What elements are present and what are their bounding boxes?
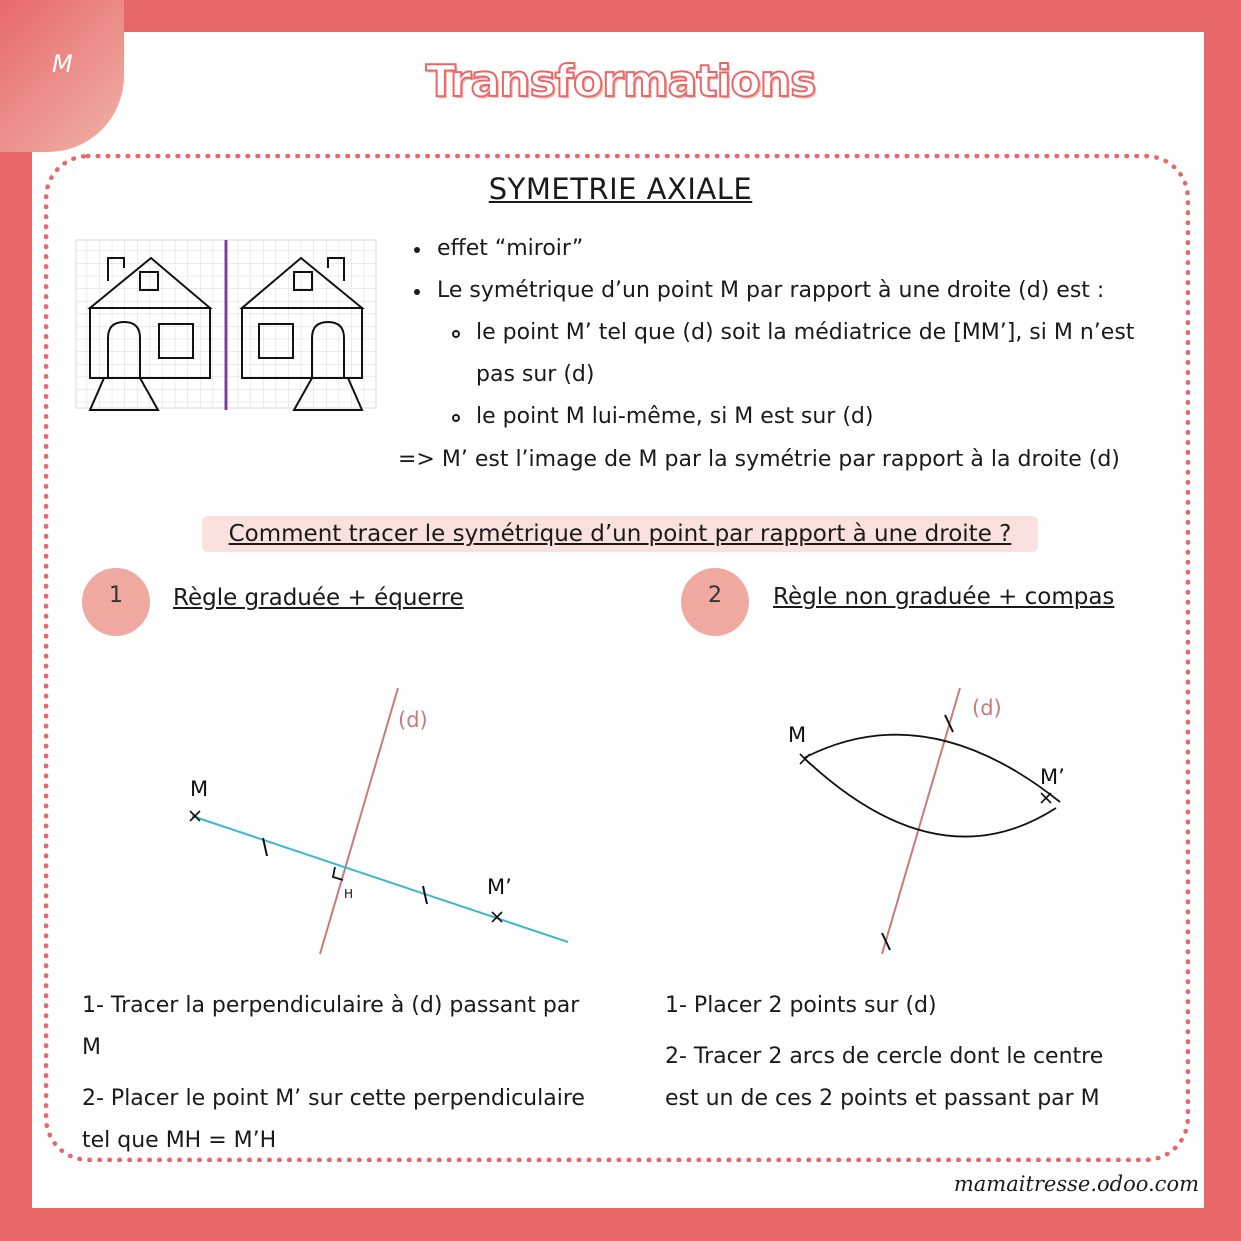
method-2-figure bbox=[760, 680, 1090, 970]
definition-sub-1-line-1: le point M’ tel que (d) soit la médiatrice de [MM’], si M n’est bbox=[476, 320, 1135, 345]
method-2-step-1: 1- Placer 2 points sur (d) bbox=[665, 993, 937, 1018]
point-m-prime-label: M’ bbox=[487, 875, 512, 899]
definition-sub-1-line-2: pas sur (d) bbox=[476, 362, 595, 387]
line-d bbox=[320, 688, 398, 954]
method-1-step-1-line-1: 1- Tracer la perpendiculaire à (d) passant par bbox=[82, 993, 580, 1018]
footer-website: mamaitresse.odoo.com bbox=[953, 1172, 1199, 1196]
method-1-figure bbox=[150, 670, 600, 970]
method-2-title: Règle non graduée + compas bbox=[773, 584, 1115, 610]
sub-bullet-icon bbox=[452, 330, 460, 338]
line-d-label: (d) bbox=[398, 708, 428, 732]
compass-arc-1 bbox=[804, 735, 1060, 802]
method-1-step-1-line-2: M bbox=[82, 1035, 101, 1060]
bullet-icon bbox=[414, 247, 420, 253]
point-m-label: M bbox=[788, 723, 807, 747]
point-m-prime-label: M’ bbox=[1040, 765, 1065, 789]
tab-letter: M bbox=[52, 50, 73, 78]
section-title: SYMETRIE AXIALE bbox=[488, 172, 753, 206]
point-m-cross-icon bbox=[190, 811, 200, 821]
point-m-prime-cross-icon bbox=[1041, 793, 1051, 803]
method-2-step-2-line-2: est un de ces 2 points et passant par M bbox=[665, 1086, 1100, 1111]
point-m-label: M bbox=[190, 777, 209, 801]
method-2-number-badge: 2 bbox=[681, 568, 749, 636]
definition-sub-2: le point M lui-même, si M est sur (d) bbox=[476, 404, 874, 429]
method-2-step-2-line-1: 2- Tracer 2 arcs de cercle dont le centre bbox=[665, 1044, 1104, 1069]
method-1-title: Règle graduée + équerre bbox=[173, 585, 464, 611]
method-1-step-2-line-1: 2- Placer le point M’ sur cette perpendiculaire bbox=[82, 1086, 585, 1111]
definition-conclusion: => M’ est l’image de M par la symétrie par rapport à la droite (d) bbox=[398, 447, 1120, 472]
house-symmetry-illustration bbox=[74, 238, 378, 412]
line-d-label: (d) bbox=[972, 696, 1002, 720]
point-h-label: H bbox=[344, 887, 354, 901]
page-title: Transformations bbox=[425, 56, 816, 107]
bullet-icon bbox=[414, 289, 420, 295]
point-m-cross-icon bbox=[800, 754, 810, 764]
method-1-number-badge: 1 bbox=[82, 568, 150, 636]
question-heading: Comment tracer le symétrique d’un point par rapport à une droite ? bbox=[228, 521, 1012, 547]
method-1-step-2-line-2: tel que MH = M’H bbox=[82, 1128, 277, 1153]
compass-arc-2 bbox=[804, 758, 1056, 837]
definition-bullet-2: Le symétrique d’un point M par rapport à une droite (d) est : bbox=[437, 278, 1105, 303]
definition-bullet-1: effet “miroir” bbox=[437, 236, 584, 261]
sub-bullet-icon bbox=[452, 414, 460, 422]
